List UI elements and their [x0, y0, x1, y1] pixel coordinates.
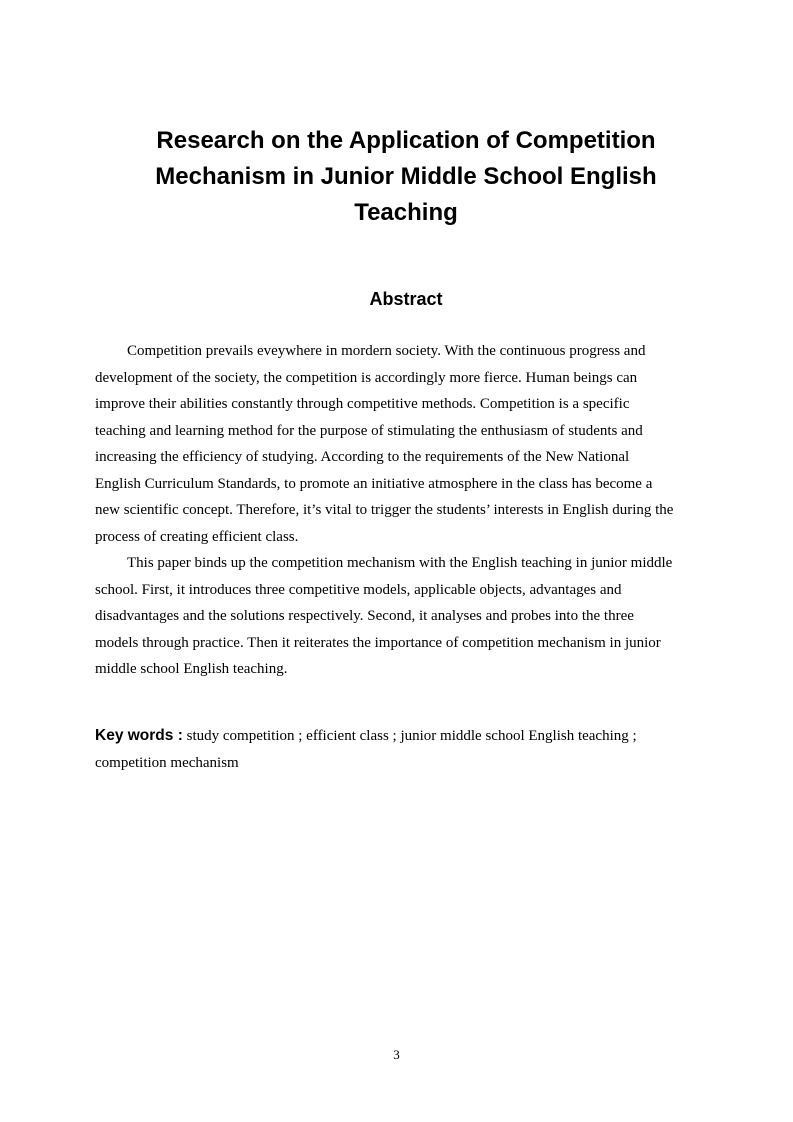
text-line: disadvantages and the solutions respectively. Second, it analyses and probes into the three: [95, 608, 634, 624]
text-line: improve their abilities constantly through competitive methods. Competition is a specific: [95, 396, 630, 412]
abstract-heading: Abstract: [369, 289, 443, 309]
text-line: This paper binds up the competition mechanism with the English teaching in junior middle: [127, 555, 673, 571]
keywords-text-continued: competition mechanism: [95, 754, 239, 771]
text-line: teaching and learning method for the purpose of stimulating the enthusiasm of students and: [95, 422, 643, 439]
text-line: increasing the efficiency of studying. According to the requirements of the New National: [95, 449, 630, 465]
text-line: models through practice. Then it reiterates the importance of competition mechanism in junior: [95, 634, 661, 651]
title-line: Teaching: [354, 199, 458, 226]
text-line: Competition prevails eveywhere in mordern society. With the continuous progress and: [127, 343, 646, 359]
title-line: Research on the Application of Competition: [156, 127, 656, 154]
text-line: school. First, it introduces three competitive models, applicable objects, advantages and: [95, 581, 622, 598]
title-line: Mechanism in Junior Middle School English: [155, 163, 657, 190]
keywords-text: study competition ; efficient class ; junior middle school English teaching ;: [182, 728, 637, 744]
abstract-paragraph-2: [95, 550, 725, 683]
text-line: new scientific concept. Therefore, it’s vital to trigger the students’ interests in English during the: [95, 502, 674, 518]
keywords-line: [95, 723, 725, 750]
text-line: English Curriculum Standards, to promote an initiative atmosphere in the class has become a: [95, 475, 653, 492]
text-line: process of creating efficient class.: [95, 528, 299, 545]
paper-title: [96, 123, 716, 231]
abstract-paragraph-1: [95, 338, 725, 550]
text-line: development of the society, the competition is accordingly more fierce. Human beings can: [95, 369, 638, 386]
abstract-body: [95, 338, 725, 683]
keywords-section: [95, 723, 725, 776]
page-number: 3: [393, 1047, 400, 1062]
text-line: middle school English teaching.: [95, 661, 288, 677]
keywords-label: Key words :: [95, 727, 183, 744]
